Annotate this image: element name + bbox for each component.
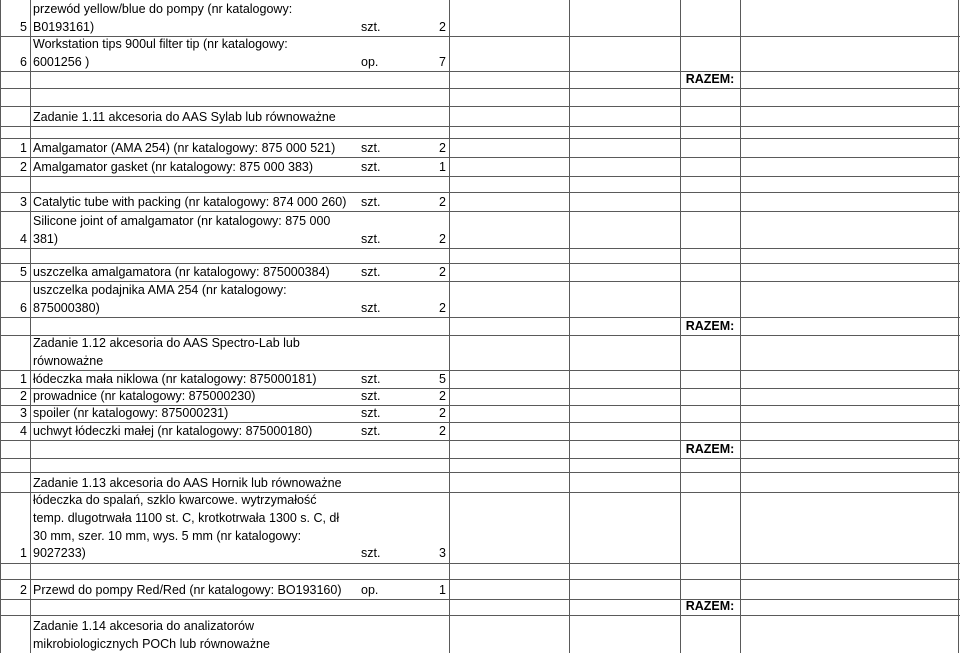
item-number: 4 [20, 232, 27, 246]
table-row [0, 0, 960, 37]
task-title-row [0, 473, 960, 493]
item-quantity: 2 [439, 301, 446, 315]
description-line: 381) [33, 232, 59, 246]
description-line: temp. dlugotrwała 1100 st. C, krotkotrwała 1300 s. C, dł [33, 510, 340, 525]
item-quantity: 2 [439, 424, 446, 438]
table-row [0, 139, 960, 158]
item-description [30, 264, 357, 281]
table-row [0, 406, 960, 423]
item-unit: op. [361, 583, 379, 597]
empty-row [0, 459, 960, 473]
empty-row [0, 564, 960, 580]
item-unit: szt. [361, 195, 381, 209]
item-number: 2 [20, 583, 27, 597]
item-number: 5 [20, 20, 27, 34]
item-description [30, 493, 357, 563]
item-description [30, 0, 357, 36]
empty-row [0, 177, 960, 193]
item-unit: szt. [361, 406, 381, 420]
total-row [0, 600, 960, 616]
table-row [0, 212, 960, 249]
total-label: RAZEM: [685, 319, 735, 333]
item-unit: szt. [361, 265, 381, 279]
task-title-line: równoważne [33, 354, 104, 368]
description-line: prowadnice (nr katalogowy: 875000230) [33, 389, 256, 403]
item-description [30, 580, 357, 599]
item-unit: szt. [361, 141, 381, 155]
item-description [30, 406, 357, 422]
description-line: 30 mm, szer. 10 mm, wys. 5 mm (nr katalogowy: [33, 528, 302, 543]
item-quantity: 2 [439, 141, 446, 155]
table-row [0, 493, 960, 564]
item-unit: szt. [361, 424, 381, 438]
item-unit: szt. [361, 389, 381, 403]
task-title-row [0, 107, 960, 127]
table-row [0, 423, 960, 441]
task-title [30, 616, 357, 653]
task-title-line: Zadanie 1.13 akcesoria do AAS Hornik lub równoważne [33, 476, 342, 490]
description-line: 9027233) [33, 546, 86, 561]
total-label: RAZEM: [685, 72, 735, 86]
item-quantity: 2 [439, 265, 446, 279]
empty-row [0, 127, 960, 139]
total-row [0, 441, 960, 459]
item-number: 1 [20, 546, 27, 561]
item-quantity: 2 [439, 195, 446, 209]
total-row [0, 72, 960, 89]
total-label: RAZEM: [685, 442, 735, 456]
table-row [0, 264, 960, 282]
description-line: 6001256 ) [33, 55, 90, 69]
description-line: Silicone joint of amalgamator (nr katalogowy: 875 000 [33, 214, 331, 228]
item-description [30, 371, 357, 388]
item-description [30, 389, 357, 405]
description-line: łódeczka mała niklowa (nr katalogowy: 875000181) [33, 372, 317, 386]
item-unit: op. [361, 55, 379, 69]
item-description [30, 423, 357, 440]
description-line: spoiler (nr katalogowy: 875000231) [33, 406, 229, 420]
description-line: Amalgamator gasket (nr katalogowy: 875 000 383) [33, 160, 314, 174]
task-title-line: Zadanie 1.11 akcesoria do AAS Sylab lub równoważne [33, 110, 336, 124]
item-number: 2 [20, 389, 27, 403]
item-quantity: 2 [439, 20, 446, 34]
item-number: 3 [20, 406, 27, 420]
item-number: 2 [20, 160, 27, 174]
item-quantity: 7 [439, 55, 446, 69]
item-unit: szt. [361, 546, 381, 561]
task-title [30, 336, 357, 370]
item-unit: szt. [361, 372, 381, 386]
description-line: 875000380) [33, 301, 100, 315]
item-number: 5 [20, 265, 27, 279]
item-quantity: 1 [439, 583, 446, 597]
description-line: Amalgamator (AMA 254) (nr katalogowy: 875 000 521) [33, 141, 336, 155]
item-unit: szt. [361, 232, 381, 246]
item-number: 3 [20, 195, 27, 209]
item-quantity: 1 [439, 160, 446, 174]
item-description [30, 212, 357, 248]
table-row [0, 158, 960, 177]
item-number: 6 [20, 301, 27, 315]
table-row [0, 193, 960, 212]
item-description [30, 193, 357, 211]
item-description [30, 158, 357, 176]
task-title-row [0, 336, 960, 371]
empty-row [0, 89, 960, 107]
item-description [30, 37, 357, 71]
empty-row [0, 249, 960, 264]
description-line: łódeczka do spalań, szklo kwarcowe. wytrzymałość [33, 493, 317, 508]
table-row [0, 282, 960, 318]
item-number: 1 [20, 372, 27, 386]
description-line: przewód yellow/blue do pompy (nr katalogowy: [33, 2, 293, 16]
item-quantity: 5 [439, 372, 446, 386]
table-row [0, 580, 960, 600]
description-line: uchwyt łódeczki małej (nr katalogowy: 875000180) [33, 424, 313, 438]
item-quantity: 2 [439, 406, 446, 420]
item-description [30, 282, 357, 317]
item-number: 6 [20, 55, 27, 69]
task-title [30, 107, 357, 126]
description-line: uszczelka podajnika AMA 254 (nr katalogowy: [33, 283, 287, 297]
item-quantity: 2 [439, 232, 446, 246]
table-row [0, 37, 960, 72]
item-number: 1 [20, 141, 27, 155]
total-label: RAZEM: [685, 599, 735, 613]
description-line: uszczelka amalgamatora (nr katalogowy: 875000384) [33, 265, 330, 279]
task-title [30, 473, 357, 492]
item-quantity: 3 [439, 546, 446, 561]
item-quantity: 2 [439, 389, 446, 403]
description-line: B0193161) [33, 20, 95, 34]
description-line: Przewd do pompy Red/Red (nr katalogowy: BO193160) [33, 583, 342, 597]
task-title-line: mikrobiologicznych POCh lub równoważne [33, 637, 270, 651]
task-title-line: Zadanie 1.12 akcesoria do AAS Spectro-Lab lub [33, 336, 300, 350]
task-title-row [0, 616, 960, 653]
item-number: 4 [20, 424, 27, 438]
description-line: Catalytic tube with packing (nr katalogowy: 874 000 260) [33, 195, 347, 209]
item-unit: szt. [361, 20, 381, 34]
item-unit: szt. [361, 301, 381, 315]
description-line: Workstation tips 900ul filter tip (nr katalogowy: [33, 37, 288, 51]
item-description [30, 139, 357, 157]
item-unit: szt. [361, 160, 381, 174]
task-title-line: Zadanie 1.14 akcesoria do analizatorów [33, 619, 254, 633]
